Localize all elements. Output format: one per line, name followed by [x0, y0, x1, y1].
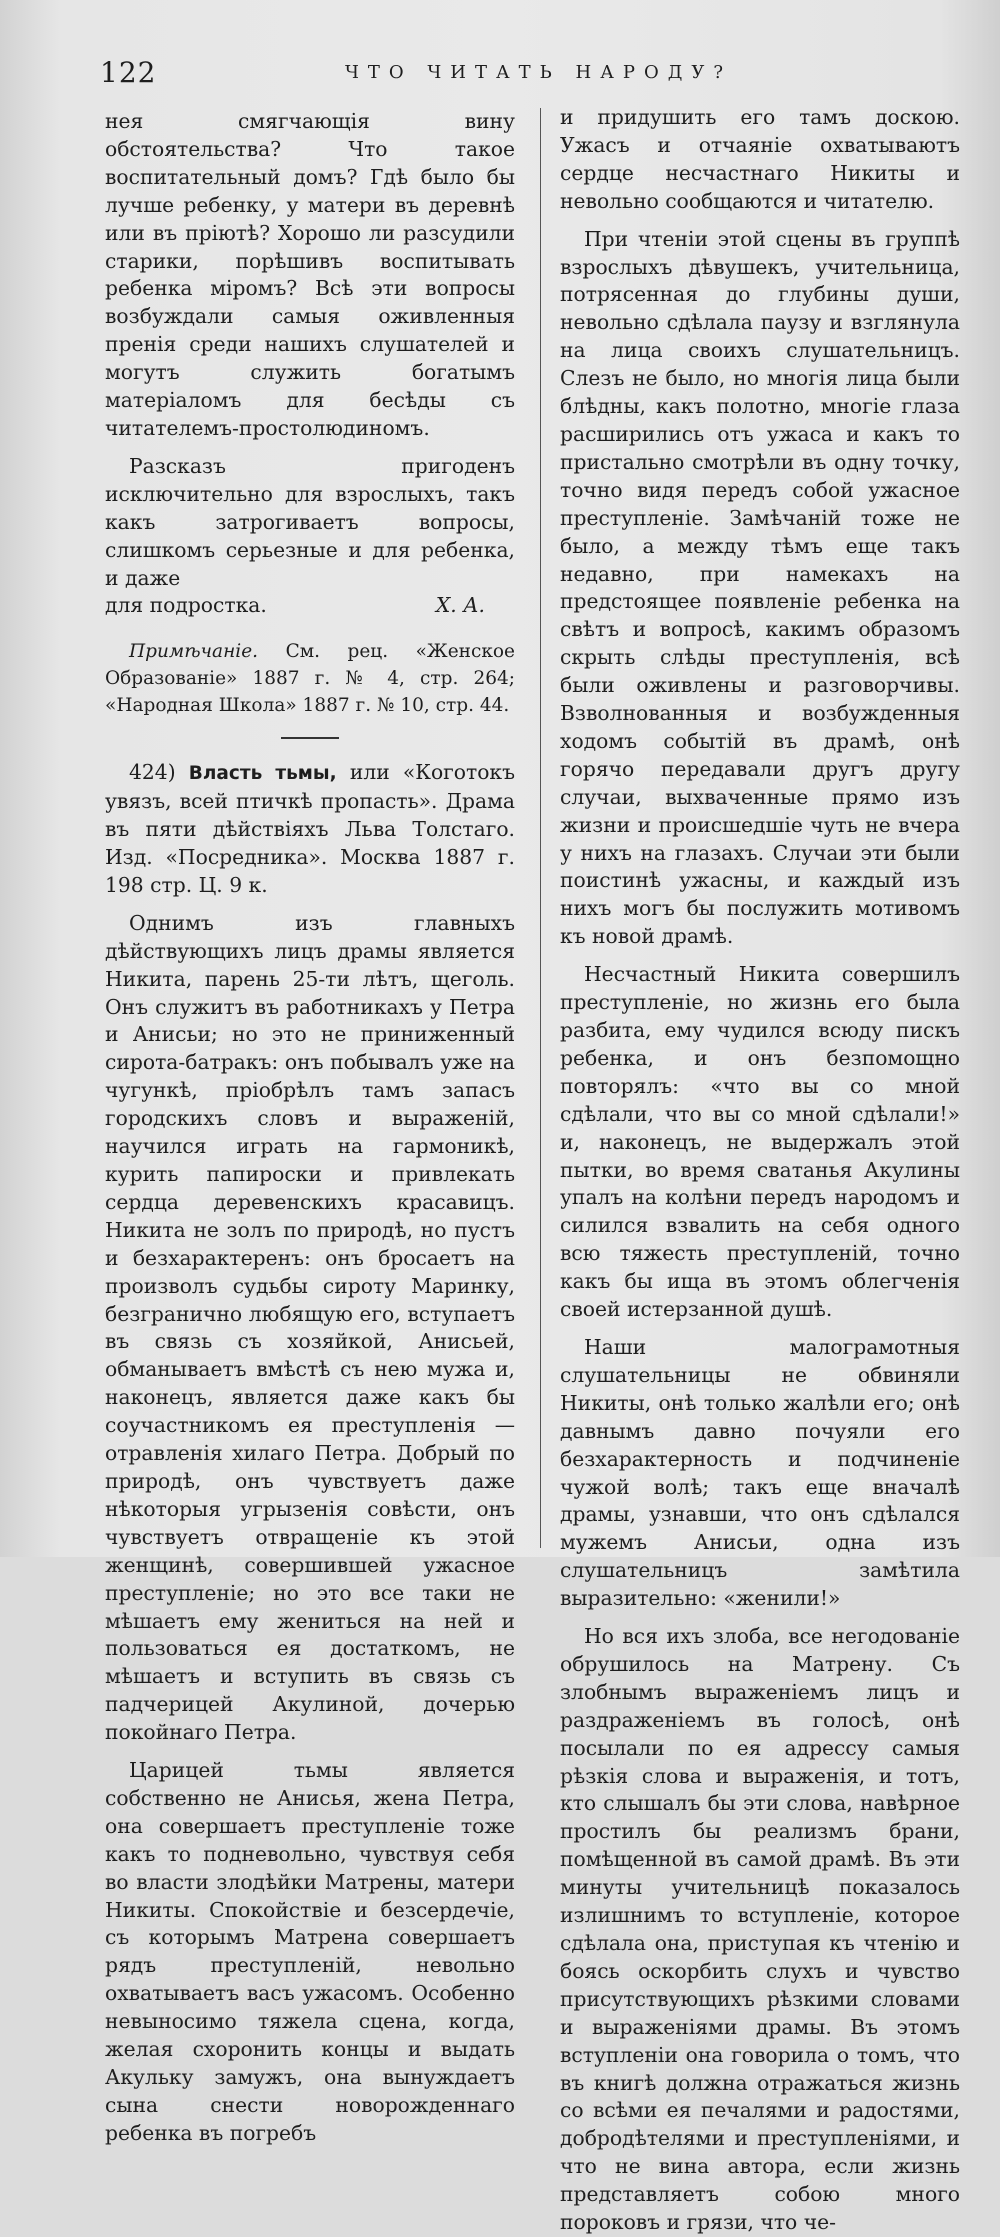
- entry-details: или «Коготокъ увязъ, всей птичкѣ пропасть». Драма въ пяти дѣйствіяхъ Льва Толстаго. Изд. «Посредника». Москва 1887 г. 198 стр. Ц. 9 к.: [105, 760, 516, 897]
- paragraph-end: для подростка.: [105, 593, 267, 618]
- entry-heading: [105, 759, 515, 900]
- column-divider: [540, 108, 541, 1548]
- note-label: Примѣчаніе.: [129, 641, 259, 663]
- paragraph: нея смягчающія вину обстоятельства? Что такое воспитательный домъ? Гдѣ было бы лучше ребенку, у матери въ деревнѣ или въ пріютѣ? Хорошо ли разсудили старики, порѣшивъ воспитывать ребенка міромъ? Всѣ эти вопросы возбуждали самыя оживленныя пренія среди нашихъ слушателей и могутъ служить богатымъ матеріаломъ для бесѣды съ читателемъ-простолюдиномъ.: [105, 109, 515, 440]
- page-header: [0, 56, 1000, 96]
- footnote: [105, 638, 515, 719]
- paragraph: Разсказъ пригоденъ исключительно для взрослыхъ, такъ какъ затрогиваетъ вопросы, слишкомъ серьезные и для ребенка, и даже: [105, 453, 515, 590]
- running-title: ЧТО ЧИТАТЬ НАРОДУ?: [345, 62, 732, 83]
- note-text: См. рец. «Женское Образованіе» 1887 г. № 4, стр. 264; «Народная Школа» 1887 г. № 10, стр. 44.: [105, 641, 515, 717]
- right-column: [560, 104, 960, 2237]
- entry-title: Власть тьмы,: [188, 763, 337, 785]
- paragraph: Однимъ изъ главныхъ дѣйствующихъ лицъ драмы является Никита, парень 25-ти лѣтъ, щеголь. Онъ служитъ въ работникахъ у Петра и Анисьи; но это не приниженный сирота-батракъ: онъ побывалъ уже на чугункѣ, пріобрѣлъ тамъ запасъ городскихъ словъ и выраженій, научился играть на гармоникѣ, курить папироски и привлекать сердца деревенскихъ красавицъ. Никита не золъ по природѣ, но пустъ и безхарактеренъ: онъ бросаетъ на произволъ судьбы сироту Маринку, безгранично любящую его, вступаетъ въ связь съ хозяйкой, Анисьей, обманываетъ вмѣстѣ съ нею мужа и, наконецъ, является даже какъ бы соучастникомъ ея преступленія — отравленія хилаго Петра. Добрый по природѣ, онъ чувствуетъ даже нѣкоторыя угрызенія совѣсти, онъ чувствуетъ отвращеніе къ этой женщинѣ, совершившей ужасное преступленіе; но это все таки не мѣшаетъ ему жениться на ней и пользоваться ея достаткомъ, не мѣшаетъ и вступить въ связь съ падчерицей Акулиной, дочерью покойнаго Петра.: [105, 910, 515, 1745]
- entry-number: 424): [129, 760, 176, 785]
- paragraph: Наши малограмотныя слушательницы не обвиняли Никиты, онѣ только жалѣли его; онѣ давнымъ давно почуяли его безхарактерность и подчиненіе чужой волѣ; такъ еще вначалѣ драмы, узнавши, что онъ сдѣлался мужемъ Анисьи, одна изъ слушательницъ замѣтила выразительно: «женили!»: [560, 1334, 960, 1611]
- paragraph: Но вся ихъ злоба, все негодованіе обрушилось на Матрену. Съ злобнымъ выраженіемъ лицъ и раздраженіемъ въ голосѣ, онѣ посылали по ея адрессу самыя рѣзкія слова и выраженія, и тотъ, кто слышалъ бы эти слова, навѣрное простилъ бы реализмъ брани, помѣщенной въ самой драмѣ. Въ эти минуты учительницѣ показалось излишнимъ то вступленіе, которое сдѣлала она, приступая къ чтенію и боясь оскорбить слухъ и чувство присутствующихъ рѣзкими словами и выраженіями драмы. Въ этомъ вступленіи она говорила о томъ, что въ книгѣ должна отражаться жизнь со всѣми ея печалями и радостями, добродѣтелями и преступленіями, и что не вина автора, если жизнь представляетъ собою много пороковъ и грязи, что че-: [560, 1624, 960, 2235]
- paragraph: При чтеніи этой сцены въ группѣ взрослыхъ дѣвушекъ, учительница, потрясенная до глубины души, невольно сдѣлала паузу и взглянула на лица своихъ слушательницъ. Слезъ не было, но многія лица были блѣдны, какъ полотно, многіе глаза расширились отъ ужаса и какъ то пристально смотрѣли въ одну точку, точно видя передъ собой ужасное преступленіе. Замѣчаній тоже не было, а между тѣмъ еще такъ недавно, при намекахъ на предстоящее появленіе ребенка на свѣтъ и вопросѣ, какимъ образомъ скрыть слѣды преступленія, всѣ были оживлены и разговорчивы. Взволнованныя и возбужденныя ходомъ событій въ драмѣ, онѣ горячо передавали другъ другу случаи, выхваченные прямо изъ жизни и происшедшіе чуть не вчера у нихъ на глазахъ. Случаи эти были поистинѣ ужасны, и каждый изъ нихъ могъ бы послужить мотивомъ къ новой драмѣ.: [560, 226, 960, 949]
- paragraph: Царицей тьмы является собственно не Анисья, жена Петра, она совершаетъ преступленіе тоже какъ то подневольно, чувствуя себя во власти злодѣйки Матрены, матери Никиты. Спокойствіе и безсердечіе, съ которымъ Матрена совершаетъ рядъ преступленій, невольно охватываетъ васъ ужасомъ. Особенно невыносимо тяжела сцена, когда, желая схоронить концы и выдать Акульку замужъ, она вынуждаетъ сына снести новорожденнаго ребенка въ погребъ: [105, 1758, 515, 2145]
- left-column: [105, 108, 515, 2148]
- author-initials: Х. А.: [435, 593, 485, 618]
- paragraph: и придушить его тамъ доскою. Ужасъ и отчаяніе охватываютъ сердце несчастнаго Никиты и невольно сообщаются и читателю.: [560, 105, 960, 213]
- paragraph: Несчастный Никита совершилъ преступленіе, но жизнь его была разбита, ему чудился всюду пискъ ребенка, и онъ безпомощно повторялъ: «что вы со мной сдѣлали, что вы со мной сдѣлали!» и, наконецъ, не выдержалъ этой пытки, во время сватанья Акулины упалъ на колѣни передъ народомъ и силился взвалить на себя одного всю тяжесть преступленій, точно какъ бы ища въ этомъ облегченія своей истерзанной душѣ.: [560, 962, 960, 1322]
- page-number: 122: [100, 56, 157, 89]
- signature-line: [105, 592, 515, 620]
- section-divider: [281, 737, 339, 739]
